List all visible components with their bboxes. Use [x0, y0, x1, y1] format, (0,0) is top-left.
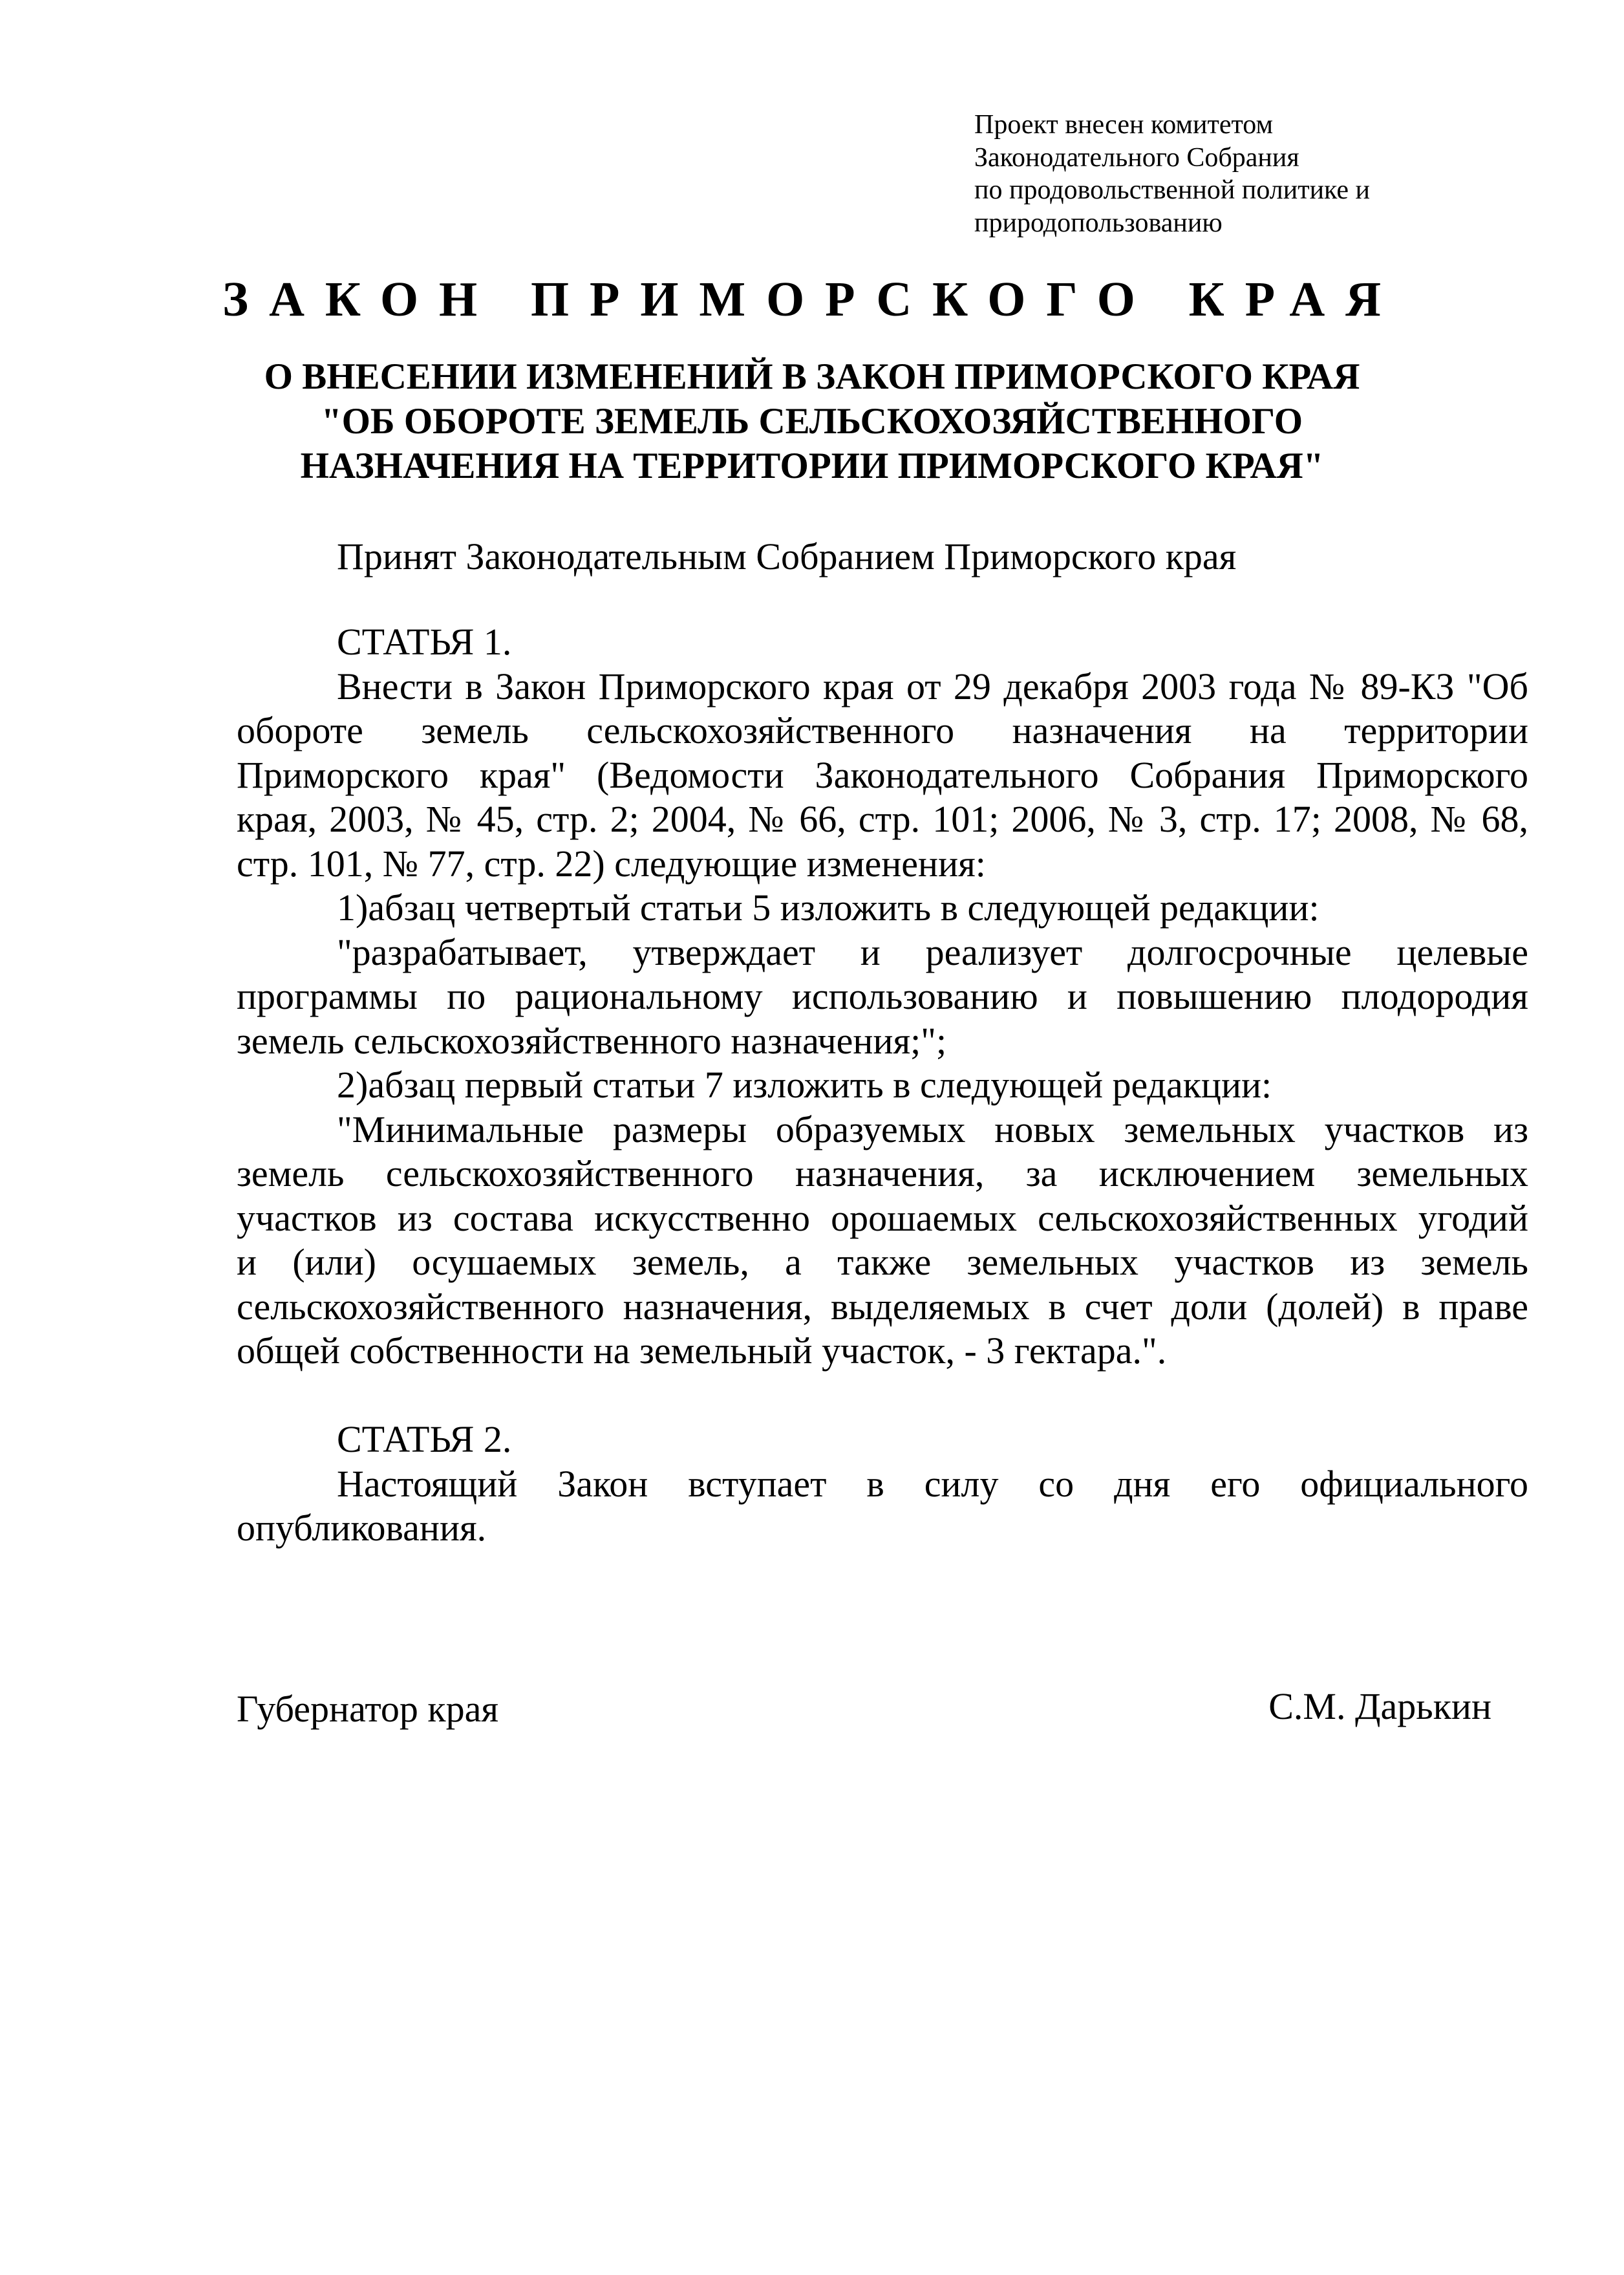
body-line: Внести в Закон Приморского края от 29 декабря 2003 года № 89-КЗ "Об [337, 665, 1528, 707]
annotation-line: природопользованию [974, 208, 1223, 238]
body-line: опубликования. [237, 1507, 487, 1549]
law-title: ЗАКОН ПРИМОРСКОГО КРАЯ [222, 272, 1402, 327]
law-body [237, 620, 1528, 1551]
signature-name: С.М. Дарькин [1268, 1685, 1491, 1727]
body-line: сельскохозяйственного назначения, выделяемых в счет доли (долей) в праве [237, 1285, 1528, 1328]
body-line: "разрабатывает, утверждает и реализует долгосрочные целевые [337, 931, 1528, 973]
subtitle-line: О ВНЕСЕНИИ ИЗМЕНЕНИЙ В ЗАКОН ПРИМОРСКОГО КРАЯ [264, 356, 1360, 397]
project-annotation [974, 109, 1370, 239]
body-line: и (или) осушаемых земель, а также земельных участков из земель [237, 1241, 1528, 1283]
annotation-line: Законодательного Собрания [974, 142, 1299, 173]
article-2-heading: СТАТЬЯ 2. [337, 1418, 512, 1460]
body-line: участков из состава искусственно орошаемых сельскохозяйственных угодий [237, 1196, 1528, 1239]
blank-line [237, 1374, 1528, 1418]
body-line: Настоящий Закон вступает в силу со дня его официального [337, 1462, 1528, 1505]
body-line: земель сельскохозяйственного назначения;"; [237, 1019, 947, 1062]
subtitle-line: НАЗНАЧЕНИЯ НА ТЕРРИТОРИИ ПРИМОРСКОГО КРАЯ" [300, 446, 1324, 486]
body-line: земель сельскохозяйственного назначения, за исключением земельных [237, 1152, 1528, 1194]
signature-position: Губернатор края [237, 1688, 499, 1730]
law-subtitle [194, 354, 1430, 488]
body-line: 1)абзац четвертый статьи 5 изложить в следующей редакции: [337, 887, 1320, 929]
body-line: обороте земель сельскохозяйственного назначения на территории [237, 709, 1528, 751]
article-1-heading: СТАТЬЯ 1. [337, 621, 512, 663]
accepted-note: Принят Законодательным Собранием Приморского края [337, 535, 1237, 577]
body-line: "Минимальные размеры образуемых новых земельных участков из [337, 1108, 1528, 1150]
body-line: общей собственности на земельный участок, - 3 гектара.". [237, 1330, 1167, 1372]
annotation-line: по продовольственной политике и [974, 175, 1371, 205]
body-line: 2)абзац первый статьи 7 изложить в следующей редакции: [337, 1064, 1272, 1106]
annotation-line: Проект внесен комитетом [974, 110, 1274, 140]
body-line: Приморского края" (Ведомости Законодательного Собрания Приморского [237, 753, 1528, 796]
body-line: стр. 101, № 77, стр. 22) следующие изменения: [237, 842, 986, 885]
body-line: программы по рациональному использованию и повышению плодородия [237, 975, 1528, 1017]
body-line: края, 2003, № 45, стр. 2; 2004, № 66, стр. 101; 2006, № 3, стр. 17; 2008, № 68, [237, 798, 1528, 840]
subtitle-line: "ОБ ОБОРОТЕ ЗЕМЕЛЬ СЕЛЬСКОХОЗЯЙСТВЕННОГО [321, 401, 1303, 442]
